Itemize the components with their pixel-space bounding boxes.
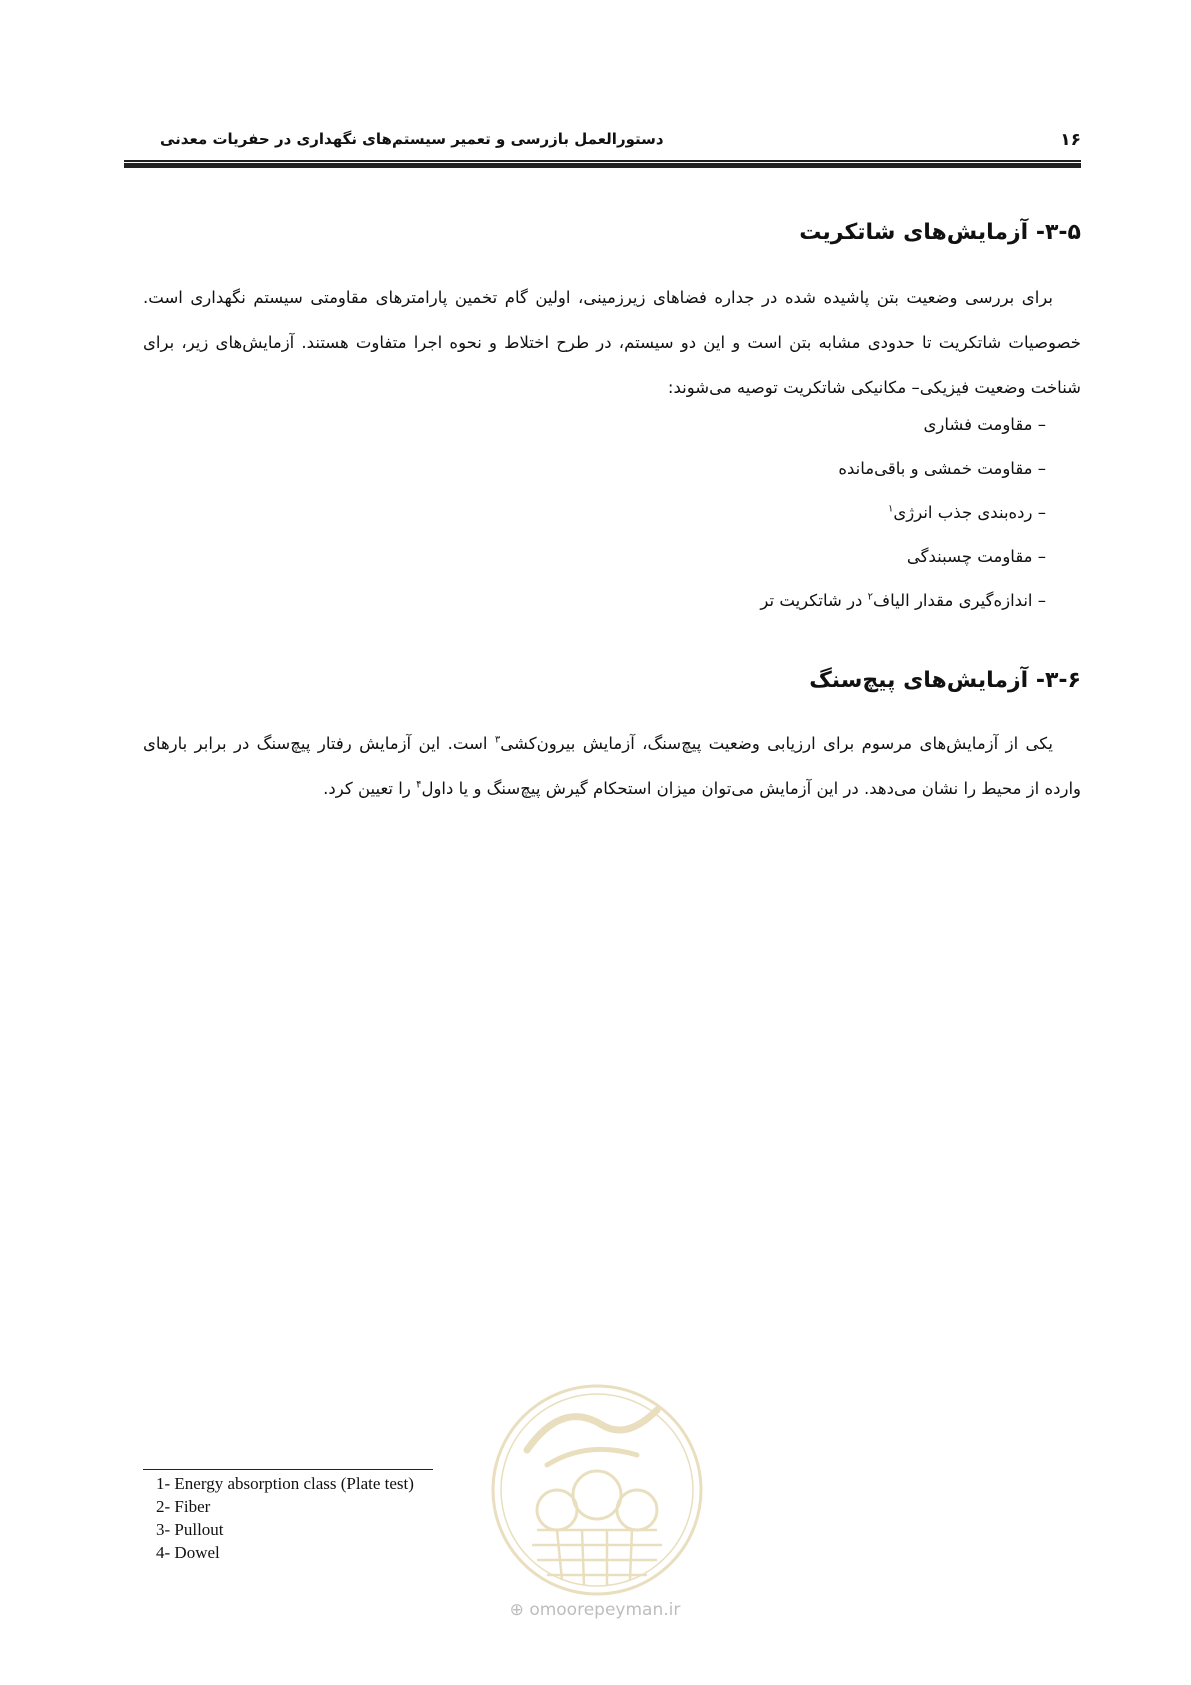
header-divider-thick [124, 163, 1081, 168]
list-item: – اندازه‌گیری مقدار الیاف$^۲$ در شاتکریت تر [760, 591, 1046, 610]
footnote: 2- Fiber [156, 1497, 211, 1516]
running-header-title: دستورالعمل بازرسی و تعمیر سیستم‌های نگهداری در حفریات معدنی [160, 130, 664, 148]
footnote-divider [143, 1469, 433, 1470]
header-divider-thin [124, 160, 1081, 162]
list-item: – مقاومت فشاری [923, 415, 1046, 434]
footnote-ref-4: ۴ [416, 779, 422, 791]
footnote-ref-2: ۲ [867, 591, 873, 603]
footnote-ref-1: ۱ [887, 503, 894, 515]
shotcrete-test-list [526, 403, 1046, 623]
section-heading-shotcrete-tests: ۳-۵- آزمایش‌های شاتکریت [799, 220, 1081, 245]
footnote: 4- Dowel [156, 1543, 220, 1562]
footnote: 3- Pullout [156, 1520, 224, 1539]
list-item: – مقاومت چسبندگی [906, 547, 1046, 566]
shotcrete-intro-paragraph: برای بررسی وضعیت بتن پاشیده شده در جداره فضاهای زیرزمینی، اولین گام تخمین پارامترهای مقاومتی سیستم نگهداری است. خصوصیات شاتکریت تا حدودی مشابه بتن است و این دو سیستم، در طرح اختلاط و نحوه اجرا متفاوت هستند. آزمایش‌های زیر، برای شناخت وضعیت فیزیکی– مکانیکی شاتکریت توصیه می‌شوند: [143, 288, 1081, 397]
section-heading-rockbolt-tests: ۳-۶- آزمایش‌های پیچ‌سنگ [809, 668, 1081, 693]
list-item: – رده‌بندی جذب انرژی$^۱$ [887, 503, 1046, 522]
page-number: ۱۶ [1060, 130, 1081, 150]
footnote: 1- Energy absorption class (Plate test) [156, 1474, 414, 1493]
watermark-url: ⊕ omoorepeyman.ir [509, 1600, 681, 1620]
footnote-ref-3: ۳ [494, 734, 501, 746]
list-item: – مقاومت خمشی و باقی‌مانده [838, 459, 1046, 478]
footnotes [156, 1472, 414, 1564]
rockbolt-paragraph: یکی از آزمایش‌های مرسوم برای ارزیابی وضعیت پیچ‌سنگ، آزمایش بیرون‌کشی$^۳$ است. این آزمایش رفتار پیچ‌سنگ در برابر بارهای وارده از محیط را نشان می‌دهد. در این آزمایش می‌توان میزان استحکام گیرش پیچ‌سنگ و یا داول$^۴$ را تعیین کرد. [143, 734, 1081, 798]
watermark-seal-icon [487, 1380, 707, 1600]
